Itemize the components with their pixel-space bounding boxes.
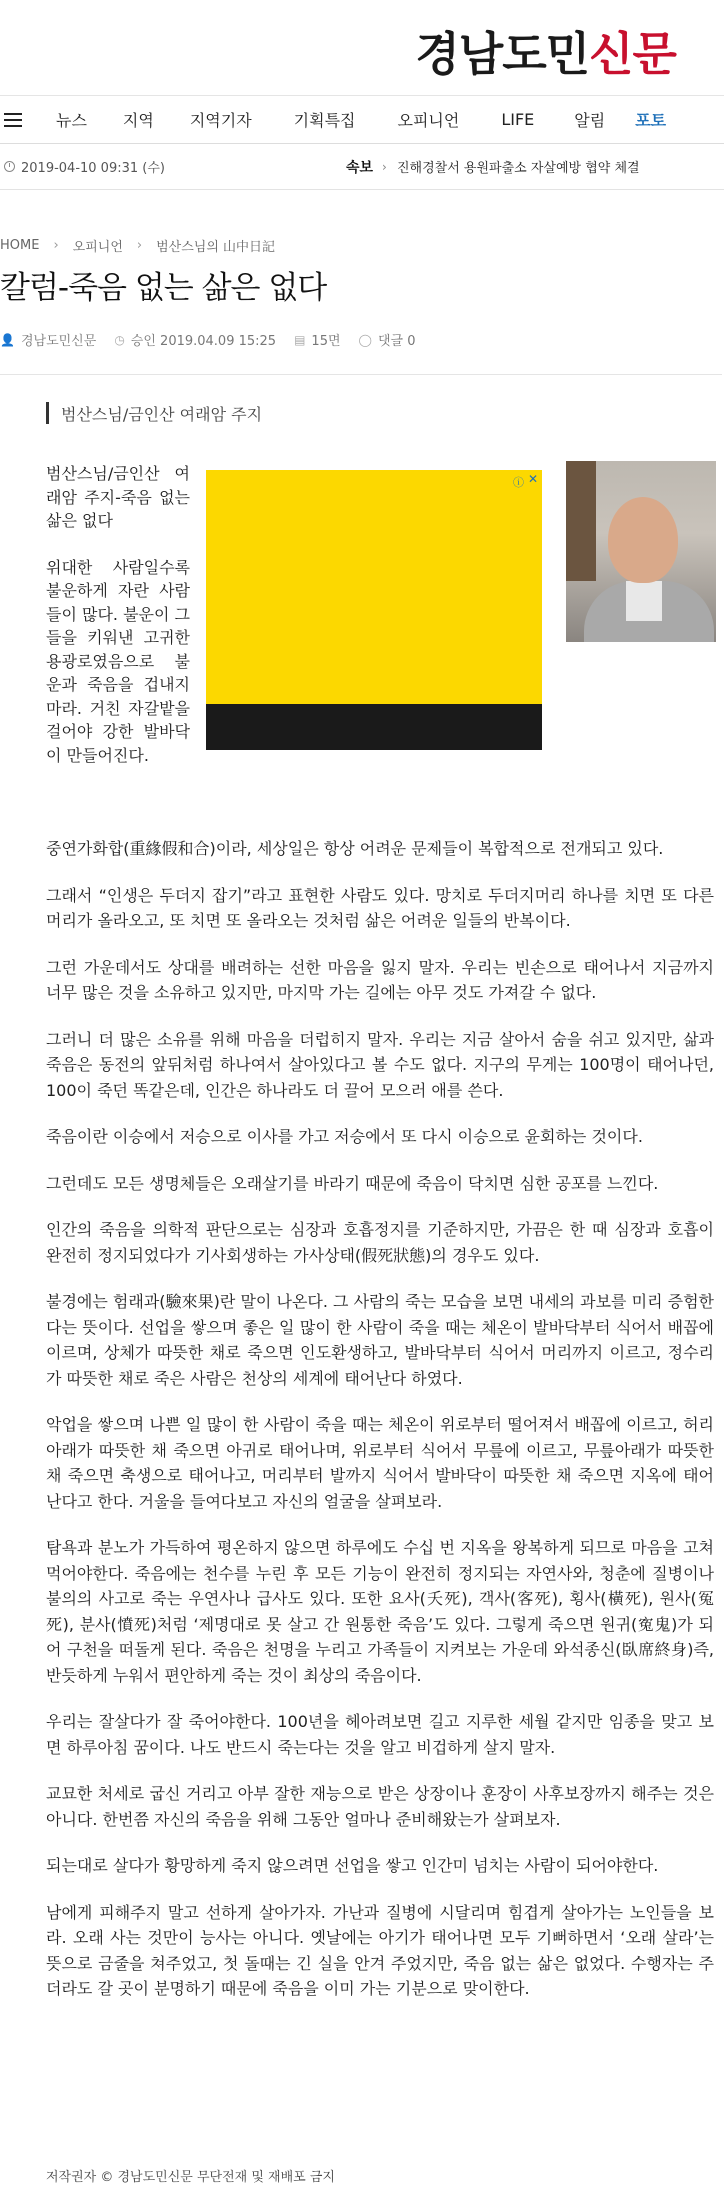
nav-region[interactable]: 지역	[122, 111, 154, 130]
current-datetime: 2019-04-10 09:31 (수)	[21, 161, 165, 176]
body-paragraph: 죽음이란 이승에서 저승으로 이사를 가고 저승에서 또 다시 이승으로 윤회하는 것이다.	[46, 1127, 643, 1146]
masthead	[0, 0, 724, 96]
article-body	[46, 836, 714, 2023]
body-paragraph: 그래서 “인생은 두더지 잡기”라고 표현한 사람도 있다. 망치로 두더지머리 하나를 치면 또 다른 머리가 올라오고, 또 치면 또 올라오는 것처럼 삶은 어려운 일들의 반복이다.	[46, 885, 714, 930]
article-comments-link[interactable]: 댓글 0	[377, 334, 416, 349]
site-logo[interactable]: 경남도민신문	[415, 27, 676, 81]
chevron-right-icon: ›	[382, 159, 387, 174]
page-icon: ▤	[294, 332, 306, 347]
ad-close-icon[interactable]: ✕	[527, 472, 538, 486]
body-paragraph: 악업을 쌓으며 나쁜 일 많이 한 사람이 죽을 때는 체온이 위로부터 떨어져서 배꼽에 이르고, 허리아래가 따뜻한 채 죽으면 아귀로 태어나며, 위로부터 식어서 무릎에 이르고, 무릎아래가 따뜻한 채 죽으면 축생으로 태어나고, 머리부터 발까지 식어서 발바닥이 따뜻한 채 죽으면 지옥에 태어난다고 한다. 거울을 들여다보고 자신의 얼굴을 살펴보라.	[46, 1415, 714, 1511]
body-paragraph: 탐욕과 분노가 가득하여 평온하지 않으면 하루에도 수십 번 지옥을 왕복하게 되므로 마음을 고쳐먹어야한다. 죽음에는 천수를 누린 후 모든 기능이 완전히 정지되는 자연사와, 청춘에 질병이나 불의의 사고로 죽는 우연사나 급사도 있다. 또한 요사(夭死), 객사(客死), 횡사(橫死), 원사(冤死), 분사(憤死)처럼 ‘제명대로 못 살고 간 원통한 죽음’도 있다. 그렇게 죽으면 원귀(寃鬼)가 되어 구천을 떠돌게 된다. 죽음은 천명을 누리고 가족들이 지켜보는 가운데 와석종신(臥席終身)즉, 반듯하게 누워서 편안하게 죽는 것이 최상의 죽음이다.	[46, 1538, 714, 1685]
breaking-news-link[interactable]: 진해경찰서 용원파출소 자살예방 협약 체결	[397, 161, 640, 176]
comment-icon: ◯	[358, 332, 372, 347]
meta-divider	[0, 374, 722, 375]
nav-region-reporter[interactable]: 지역기자	[189, 111, 252, 130]
main-nav	[0, 96, 724, 144]
article-approved-date: 승인 2019.04.09 15:25	[130, 334, 277, 349]
ad-bottom-band	[206, 704, 542, 750]
chevron-right-icon: ›	[53, 238, 59, 253]
nav-life[interactable]: LIFE	[501, 110, 535, 129]
body-paragraph: 불경에는 험래과(驗來果)란 말이 나온다. 그 사람의 죽는 모습을 보면 내세의 과보를 미리 증험한다는 뜻이다. 선업을 쌓으며 좋은 일 많이 한 사람이 죽을 때는 체온이 발바닥부터 식어서 배꼽에 이르며, 상체가 따뜻한 채로 죽으면 인도환생하고, 발바닥부터 식어서 머리까지 이르고, 정수리가 따뜻한 채로 죽은 사람은 천상의 세계에 태어난다 하였다.	[46, 1292, 714, 1388]
body-paragraph: 인간의 죽음을 의학적 판단으로는 심장과 호흡정지를 기준하지만, 가끔은 한 때 심장과 호흡이 완전히 정지되었다가 기사회생하는 가사상태(假死狀態)의 경우도 있다.	[46, 1220, 714, 1265]
intro-paragraph: 위대한 사람일수록 불운하게 자란 사람들이 많다. 불운이 그들을 키워낸 고귀한 용광로였음으로 불운과 죽음을 겁내지 마라. 거친 자갈밭을 걸어야 강한 발바닥이 만들어진다.	[46, 557, 190, 765]
copyright-note: 저작권자 © 경남도민신문 무단전재 및 재배포 금지	[46, 2170, 335, 2185]
breadcrumb	[0, 236, 275, 255]
body-paragraph: 중연가화합(重緣假和合)이라, 세상일은 항상 어려운 문제들이 복합적으로 전개되고 있다.	[46, 839, 664, 858]
breaking-news-label: 속보	[346, 159, 374, 176]
nav-news[interactable]: 뉴스	[56, 111, 87, 130]
nav-special[interactable]: 기획특집	[293, 111, 356, 130]
article-subtitle: 범산스님/금인산 여래암 주지	[46, 402, 262, 424]
article-intro	[46, 462, 190, 790]
intro-paragraph: 범산스님/금인산 여래암 주지-죽음 없는 삶은 없다	[46, 464, 190, 530]
author-photo	[566, 461, 716, 642]
clock-icon	[4, 161, 15, 172]
body-paragraph: 교묘한 처세로 굽신 거리고 아부 잘한 재능으로 받은 상장이나 훈장이 사후보장까지 해주는 것은 아니다. 한번쯤 자신의 죽음을 위해 그동안 얼마나 준비해왔는가 살펴보자.	[46, 1784, 714, 1829]
advertisement[interactable]	[206, 470, 542, 750]
body-paragraph: 되는대로 살다가 황망하게 죽지 않으려면 선업을 쌓고 인간미 넘치는 사람이 되어야한다.	[46, 1856, 659, 1875]
chevron-right-icon: ›	[136, 238, 143, 253]
nav-notice[interactable]: 알림	[574, 111, 606, 130]
body-paragraph: 우리는 잘살다가 잘 죽어야한다. 100년을 헤아려보면 길고 지루한 세월 같지만 임종을 맞고 보면 하루아침 꿈이다. 나도 반드시 죽는다는 것을 알고 비겁하게 살지 말자.	[46, 1712, 714, 1757]
article-pages: 15면	[311, 334, 341, 349]
body-paragraph: 그런 가운데서도 상대를 배려하는 선한 마음을 잃지 말자. 우리는 빈손으로 태어나서 지금까지 너무 많은 것을 소유하고 있지만, 마지막 가는 길에는 아무 것도 가져갈 수 없다.	[46, 957, 714, 1002]
breadcrumb-opinion[interactable]: 오피니언	[72, 240, 123, 255]
breadcrumb-section[interactable]: 범산스님의 山中日記	[156, 240, 276, 255]
clock-icon: ◷	[114, 332, 125, 347]
nav-photo[interactable]: 포토	[635, 111, 667, 130]
user-icon: 👤	[0, 332, 15, 347]
article-author: 경남도민신문	[20, 334, 97, 349]
body-paragraph: 그러니 더 많은 소유를 위해 마음을 더럽히지 말자. 우리는 지금 살아서 숨을 쉬고 있지만, 삶과 죽음은 동전의 앞뒤처럼 하나여서 살아있다고 볼 수도 없다. 지구의 무게는 100명이 태어나던, 100이 죽던 똑같은데, 인간은 하나라도 더 끌어 모으러 애를 쓴다.	[46, 1029, 714, 1100]
hamburger-menu-icon[interactable]	[4, 113, 22, 127]
info-bar	[0, 144, 724, 190]
body-paragraph: 남에게 피해주지 말고 선하게 살아가자. 가난과 질병에 시달리며 힘겹게 살아가는 노인들을 보라. 오래 사는 것만이 능사는 아니다. 옛날에는 아기가 태어나면 모두 기뻐하면서 ‘오래 살라’는 뜻으로 금줄을 쳐주었고, 첫 돌때는 긴 실을 안겨 주었지만, 죽음 없는 삶은 없었다. 수행자는 주더라도 갈 곳이 분명하기 때문에 죽음을 이미 가는 기분으로 맞이한다.	[46, 1902, 714, 1998]
nav-opinion[interactable]: 오피니언	[397, 111, 460, 130]
article-meta	[0, 330, 434, 349]
ad-info-icon[interactable]: ⓘ	[513, 476, 524, 489]
breadcrumb-home[interactable]: HOME	[0, 238, 40, 253]
body-paragraph: 그런데도 모든 생명체들은 오래살기를 바라기 때문에 죽음이 닥치면 심한 공포를 느낀다.	[46, 1173, 659, 1193]
article-title: 칼럼-죽음 없는 삶은 없다	[0, 270, 327, 306]
